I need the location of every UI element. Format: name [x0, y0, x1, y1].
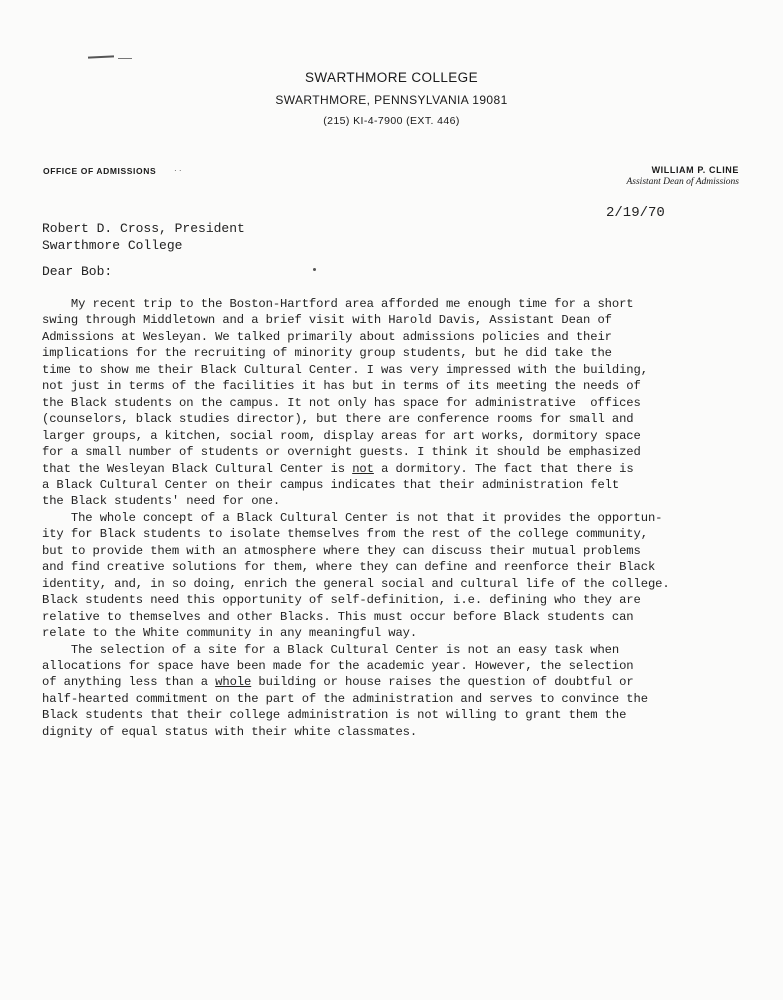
letterhead-college: SWARTHMORE COLLEGE	[305, 70, 478, 85]
body-line	[42, 674, 742, 690]
signer-block	[626, 165, 739, 187]
body-line: for a small number of students or overnight guests. I think it should be emphasized	[42, 445, 641, 460]
underlined-word: not	[352, 461, 374, 476]
body-fragment: a dormitory. The fact that there is	[373, 461, 634, 476]
signer-title: Assistant Dean of Admissions	[626, 177, 739, 187]
body-fragment: of anything less than a	[42, 675, 216, 690]
letter-body	[42, 296, 742, 740]
recipient-block	[42, 220, 245, 254]
body-line: relative to themselves and other Blacks. This must occur before Black students can	[42, 609, 634, 624]
body-line: Admissions at Wesleyan. We talked primarily about admissions policies and their	[42, 329, 612, 344]
stray-marks: · ·	[174, 166, 182, 175]
pen-mark	[88, 55, 114, 58]
body-line: larger groups, a kitchen, social room, display areas for art works, dormitory space	[42, 428, 641, 443]
paragraph-3	[42, 642, 742, 741]
ink-speck	[313, 268, 316, 271]
body-line: half-hearted commitment on the part of the administration and serves to convince the	[42, 691, 648, 706]
body-line: Black students that their college administration is not willing to grant them the	[42, 708, 627, 723]
pen-mark	[118, 58, 132, 59]
body-line: allocations for space have been made for the academic year. However, the selection	[42, 658, 634, 673]
paragraph-2	[42, 510, 742, 642]
body-line: The selection of a site for a Black Cultural Center is not an easy task when	[42, 642, 620, 657]
body-line: Black students need this opportunity of self-definition, i.e. defining who they are	[42, 593, 641, 608]
body-line: implications for the recruiting of minority group students, but he did take the	[42, 346, 612, 361]
body-line: ity for Black students to isolate themselves from the rest of the college community,	[42, 527, 648, 542]
letterhead-phone: (215) KI-4-7900 (EXT. 446)	[323, 115, 460, 127]
recipient-line: Swarthmore College	[42, 238, 183, 253]
recipient-line: Robert D. Cross, President	[42, 221, 245, 236]
body-line: swing through Middletown and a brief visit with Harold Davis, Assistant Dean of	[42, 313, 612, 328]
body-line: a Black Cultural Center on their campus indicates that their administration felt	[42, 477, 620, 492]
body-line: and find creative solutions for them, where they can define and reenforce their Black	[42, 560, 656, 575]
letterhead-address: SWARTHMORE, PENNSYLVANIA 19081	[275, 93, 508, 107]
body-line: My recent trip to the Boston-Hartford area afforded me enough time for a short	[42, 297, 634, 311]
body-fragment: that the Wesleyan Black Cultural Center is	[42, 461, 353, 476]
body-line: identity, and, in so doing, enrich the general social and cultural life of the college.	[42, 576, 670, 591]
body-line: (counselors, black studies director), but there are conference rooms for small and	[42, 412, 634, 427]
office-label: OFFICE OF ADMISSIONS	[43, 166, 157, 176]
paragraph-1	[42, 296, 742, 510]
body-line	[42, 461, 742, 477]
underlined-word: whole	[215, 675, 252, 690]
salutation: Dear Bob:	[42, 264, 113, 279]
body-line: time to show me their Black Cultural Center. I was very impressed with the building,	[42, 362, 648, 377]
letter-date: 2/19/70	[606, 205, 665, 221]
body-line: The whole concept of a Black Cultural Center is not that it provides the opportun-	[42, 510, 663, 525]
body-line: but to provide them with an atmosphere where they can discuss their mutual problems	[42, 543, 641, 558]
body-fragment: building or house raises the question of doubtful or	[251, 675, 634, 690]
signer-name: WILLIAM P. CLINE	[651, 165, 739, 175]
body-line: the Black students on the campus. It not only has space for administrative offices	[42, 395, 641, 410]
body-line: dignity of equal status with their white classmates.	[42, 724, 418, 739]
body-line: relate to the White community in any meaningful way.	[42, 626, 418, 641]
body-line: not just in terms of the facilities it has but in terms of its meeting the needs of	[42, 379, 641, 394]
body-line: the Black students' need for one.	[42, 494, 281, 509]
